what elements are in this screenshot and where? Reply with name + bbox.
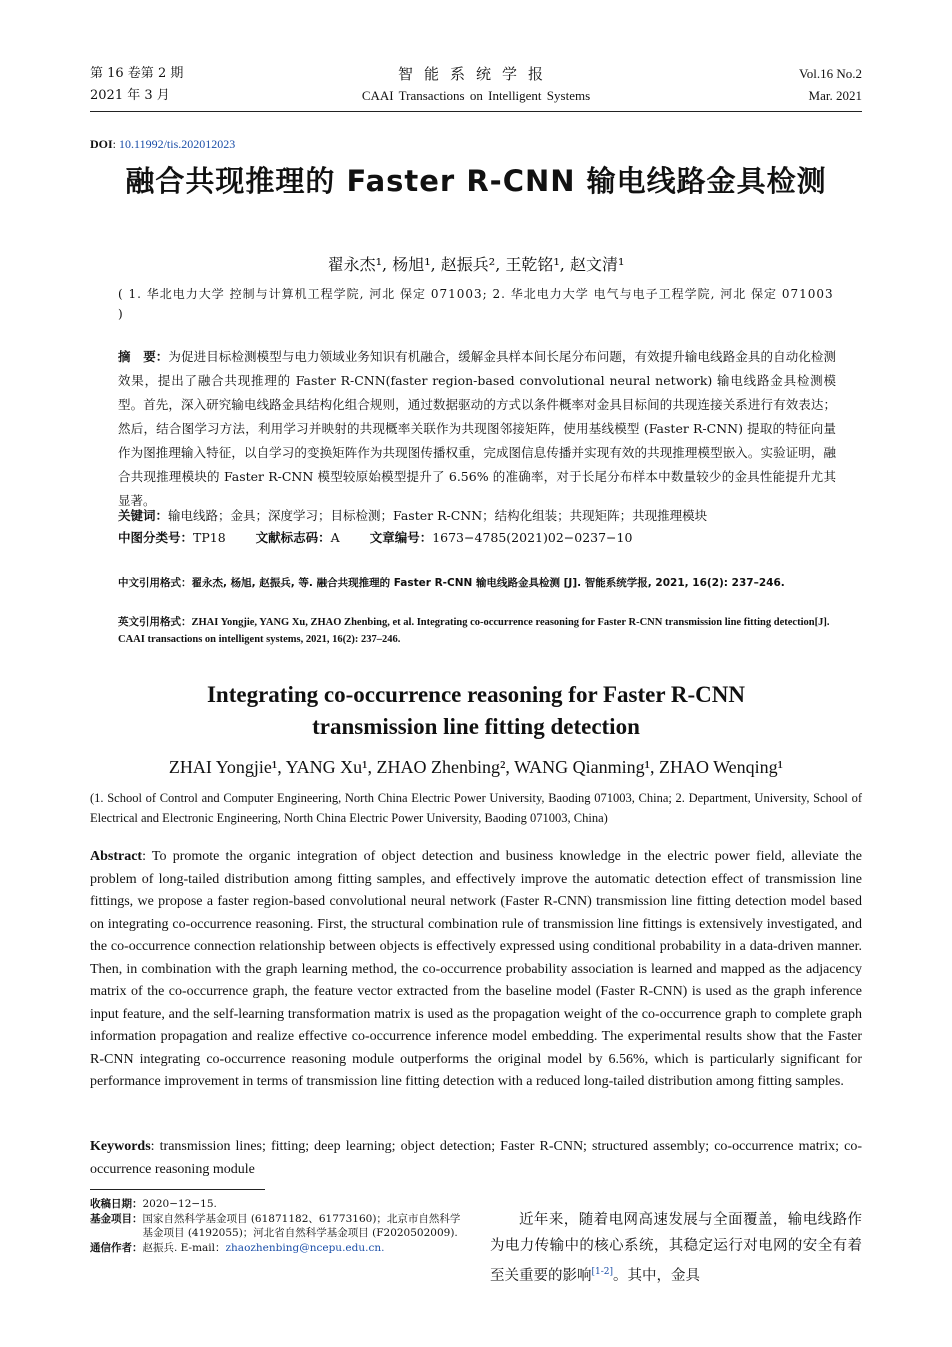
abstract-en-text: : To promote the organic integration of object detection and business knowledge in the electric power field, alleviate the problem of long-tailed distribution among fitting samples, and effectively improve the automatic detection effect of transmission line fittings, we propose a faster region-based convolutional neural network (Faster R-CNN) transmission line fitting detection model based on integrating co-occurrence reasoning. First, the structural combination rule of transmission line fittings is extensively investigated, and the co-occurrence connection relationship between objects is effectively expressed using conditional probability in a data-driven manner. Then, in combination with the graph learning method, the co-occurrence probability association is learned and mapped as the adjacency matrix of the co-occurrence graph, the feature vector extracted from the baseline model (Faster R-CNN) is used as the graph inference input feature, and the self-learning transformation matrix is used as the propagation weight of the co-occurrence graph to complete graph information propagation and realize effective co-occurrence inference model embedding. The experimental results show that the Faster R-CNN integrating co-occurrence reasoning module outperforms the original model by 6.56%, which is particularly significant for performance improvement in terms of transmission line fitting detection with a reduced long-tailed distribution among fitting samples. (90, 849, 862, 1089)
doi-link[interactable]: 10.11992/tis.202012023 (119, 137, 236, 151)
citation-cn: 中文引用格式：翟永杰, 杨旭, 赵振兵, 等. 融合共现推理的 Faster R-CNN 输电线路金具检测 [J]. 智能系统学报, 2021, 16(2): 237–246. (118, 577, 785, 589)
article-number-label: 文章编号： (369, 530, 433, 545)
journal-name-en: CAAI Transactions on Intelligent Systems (361, 88, 591, 103)
journal-header (90, 63, 862, 112)
classification-cn (118, 527, 836, 549)
keywords-cn-label: 关键词： (118, 508, 169, 523)
fund-label: 基金项目： (90, 1213, 143, 1225)
abstract-cn (118, 345, 836, 513)
clc-value: TP18 (193, 530, 226, 545)
title-en-line1: Integrating co-occurrence reasoning for Faster R-CNN (206, 682, 746, 707)
citation-en: 英文引用格式：ZHAI Yongjie, YANG Xu, ZHAO Zhenbing, et al. Integrating co-occurrence reasoning for Faster R-CNN transmission line fitting detection[J]. CAAI transactions on intelligent systems, 2021, 16(2): 237–246. (118, 617, 830, 645)
footnote-received (90, 1197, 470, 1211)
reference-link[interactable]: [1-2] (591, 1267, 614, 1277)
keywords-cn-text: 输电线路；金具；深度学习；目标检测；Faster R-CNN；结构化组装；共现矩阵；共现推理模块 (168, 508, 708, 523)
body-text-part2: 。其中，金具 (613, 1267, 701, 1284)
doi: DOI: 10.11992/tis.202012023 (90, 137, 236, 151)
affiliation-en: (1. School of Control and Computer Engineering, North China Electric Power University, Baoding 071003, China; 2. Department, University, School of Electrical and Electronic Engineering, North China Electric Power University, Baoding 071003, China) (90, 791, 862, 825)
keywords-cn (118, 505, 836, 527)
article-number-value: 1673−4785(2021)02−0237−10 (432, 530, 633, 545)
issue-date: 2021 年 3 月 (90, 88, 170, 103)
received-label: 收稿日期： (90, 1198, 143, 1210)
authors-cn: 翟永杰¹, 杨旭¹, 赵振兵², 王乾铭¹, 赵文清¹ (327, 255, 625, 274)
clc-label: 中图分类号： (118, 530, 194, 545)
issue-date-en: Mar. 2021 (808, 88, 862, 103)
keywords-en-label: Keywords (90, 1139, 151, 1154)
corresponding-label: 通信作者： (90, 1242, 143, 1254)
title-en-line2: transmission line fitting detection (312, 714, 640, 739)
received-value: 2020−12−15. (142, 1198, 217, 1210)
doi-label: DOI (90, 137, 113, 151)
fund-value: 国家自然科学基金项目 (61871182、61773160)；北京市自然科学基金项目 (4192055)；河北省自然科学基金项目 (F2020502009). (142, 1213, 461, 1239)
issue-info-en (799, 63, 862, 107)
journal-name-cn: 智能系统学报 (397, 65, 554, 83)
abstract-en (90, 846, 862, 1094)
title-en (90, 679, 862, 743)
title-cn: 融合共现推理的 Faster R-CNN 输电线路金具检测 (125, 164, 827, 198)
abstract-en-label: Abstract (90, 849, 143, 864)
corresponding-value: 赵振兵. E-mail： (142, 1242, 226, 1254)
volume-issue-en: Vol.16 No.2 (799, 66, 862, 81)
footnotes (90, 1197, 470, 1255)
journal-name (90, 63, 862, 107)
footnote-fund (90, 1212, 470, 1240)
authors-en: ZHAI Yongjie¹, YANG Xu¹, ZHAO Zhenbing², WANG Qianming¹, ZHAO Wenqing¹ (168, 757, 784, 777)
keywords-en (90, 1136, 862, 1181)
corresponding-email-link[interactable]: zhaozhenbing@ncepu.edu.cn. (225, 1242, 385, 1254)
footnote-corresponding (90, 1241, 470, 1255)
abstract-cn-text: 为促进目标检测模型与电力领域业务知识有机融合，缓解金具样本间长尾分布问题，有效提升输电线路金具的自动化检测效果，提出了融合共现推理的 Faster R-CNN(faster region-based convolutional neural network) 输电线路金具检测模型。首先，深入研究输电线路金具结构化组合规则，通过数据驱动的方式以条件概率对金具目标间的共现连接关系进行有效表达；然后，结合图学习方法，利用学习并映射的共现概率关联作为共现图邻接矩阵，使用基线模型 (Faster R-CNN) 提取的特征向量作为图推理输入特征，以自学习的变换矩阵作为共现图传播权重，完成图信息传播并实现有效的共现推理模型嵌入。实验证明，融合共现推理模块的 Faster R-CNN 模型较原始模型提升了 6.56% 的准确率，对于长尾分布样本中数量较少的金具性能提升尤其显著。 (118, 349, 836, 508)
doc-code-value: A (330, 530, 340, 545)
body-paragraph (490, 1207, 862, 1289)
abstract-cn-label: 摘 要： (118, 349, 169, 364)
body-text-part1: 近年来，随着电网高速发展与全面覆盖，输电线路作为电力传输中的核心系统，其稳定运行对电网的安全有着至关重要的影响 (490, 1212, 862, 1284)
footnote-divider (90, 1189, 265, 1190)
affiliation-cn: ( 1. 华北电力大学 控制与计算机工程学院, 河北 保定 071003; 2. 华北电力大学 电气与电子工程学院, 河北 保定 071003 ) (118, 287, 834, 321)
volume-issue: 第 16 卷第 2 期 (90, 66, 184, 81)
doc-code-label: 文献标志码： (255, 530, 331, 545)
keywords-en-text: : transmission lines; fitting; deep learning; object detection; Faster R-CNN; structured assembly; co-occurrence matrix; co-occurrence reasoning module (90, 1139, 862, 1177)
